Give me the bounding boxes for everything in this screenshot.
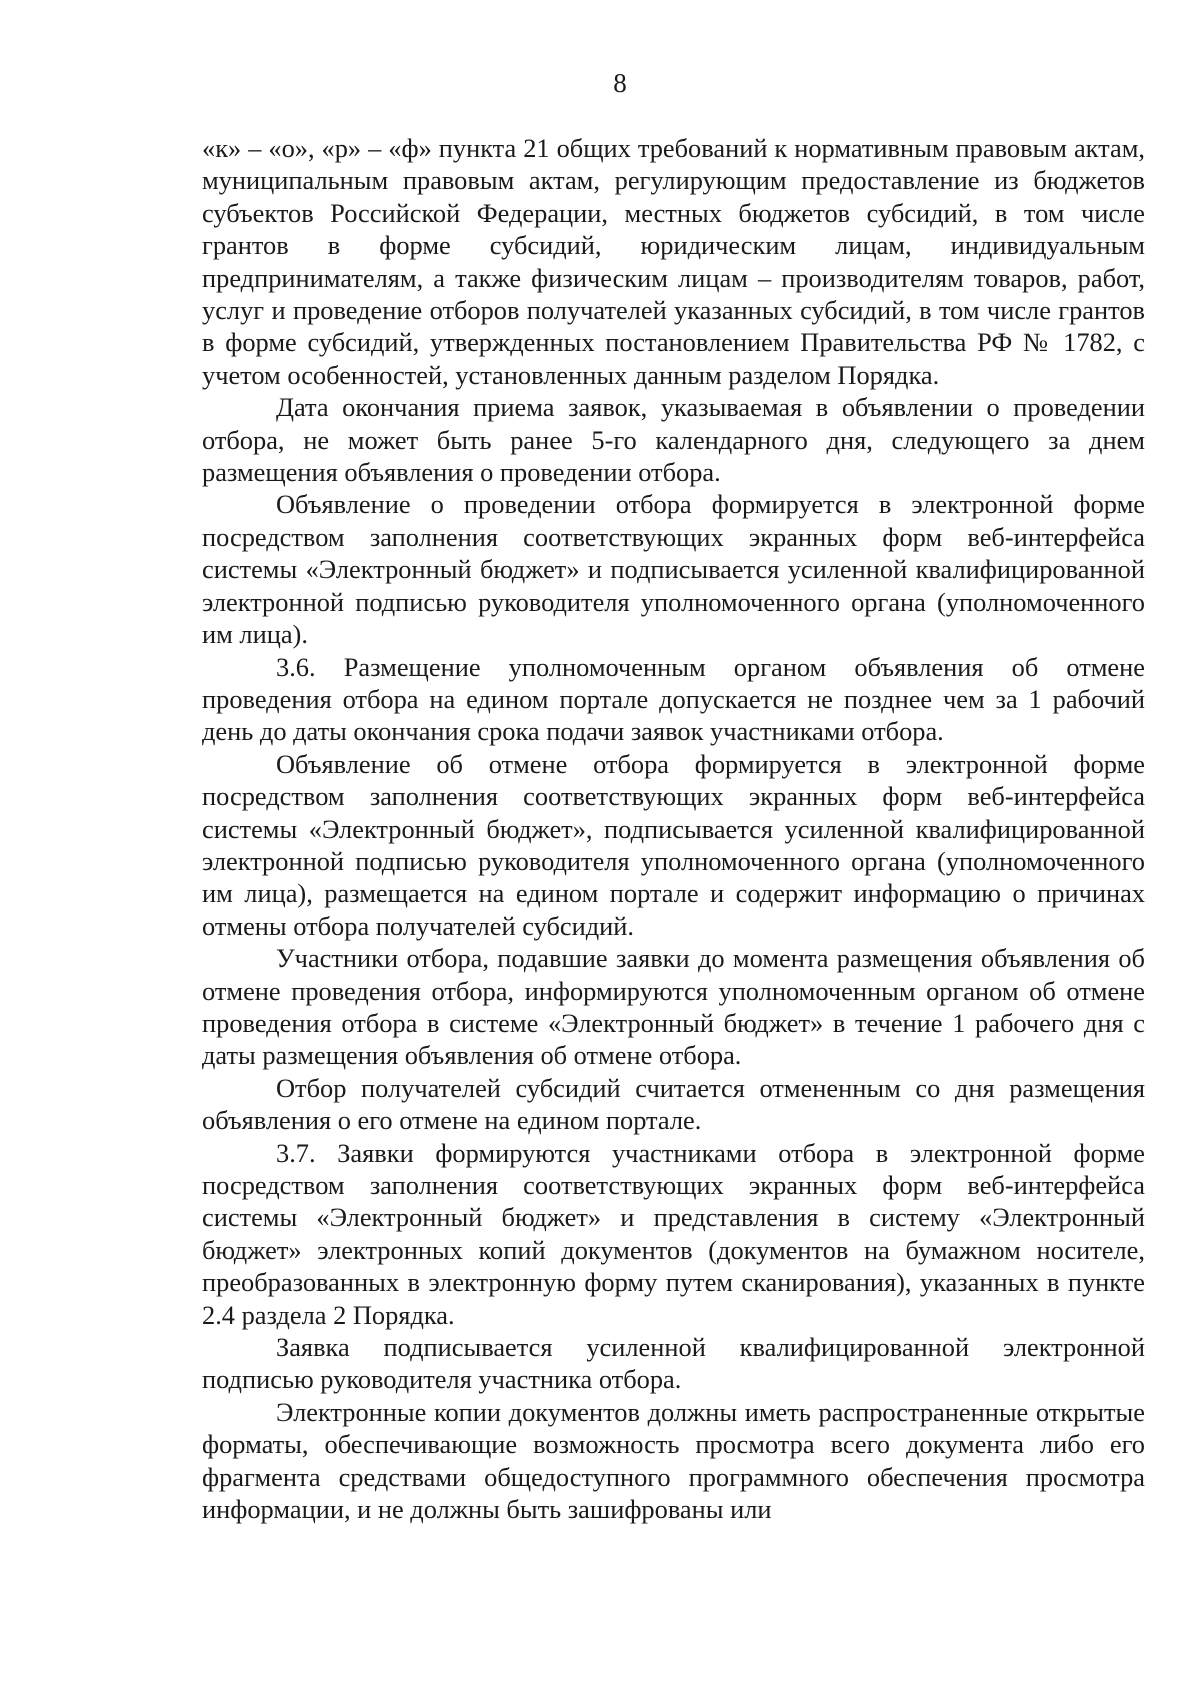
paragraph: «к» – «о», «р» – «ф» пункта 21 общих требований к нормативным правовым актам, муниципальным правовым актам, регулирующим предоставление из бюджетов субъектов Российской Федерации, местных бюджетов субсидий, в том числе грантов в форме субсидий, юридическим лицам, индивидуальным предпринимателям, а также физическим лицам – производителям товаров, работ, услуг и проведение отборов получателей указанных субсидий, в том числе грантов в форме субсидий, утвержденных постановлением Правительства РФ № 1782, с учетом особенностей, установленных данным разделом Порядка. [202, 133, 1145, 390]
paragraph: Объявление о проведении отбора формируется в электронной форме посредством заполнения соответствующих экранных форм веб-интерфейса системы «Электронный бюджет» и подписывается усиленной квалифицированной электронной подписью руководителя уполномоченного органа (уполномоченного им лица). [202, 489, 1145, 650]
paragraph: Участники отбора, подавшие заявки до момента размещения объявления об отмене проведения отбора, информируются уполномоченным органом об отмене проведения отбора в системе «Электронный бюджет» в течение 1 рабочего дня с даты размещения объявления об отмене отбора. [202, 943, 1145, 1071]
paragraph: Заявка подписывается усиленной квалифицированной электронной подписью руководителя участника отбора. [202, 1332, 1145, 1395]
paragraph: Электронные копии документов должны иметь распространенные открытые форматы, обеспечивающие возможность просмотра всего документа либо его фрагмента средствами общедоступного программного обеспечения просмотра информации, и не должны быть зашифрованы или [202, 1396, 1145, 1525]
paragraph: Объявление об отмене отбора формируется в электронной форме посредством заполнения соответствующих экранных форм веб-интерфейса системы «Электронный бюджет», подписывается усиленной квалифицированной электронной подписью руководителя уполномоченного органа (уполномоченного им лица), размещается на едином портале и содержит информацию о причинах отмены отбора получателей субсидий. [202, 748, 1145, 941]
paragraph: Дата окончания приема заявок, указываемая в объявлении о проведении отбора, не может быть ранее 5-го календарного дня, следующего за днем размещения объявления о проведении отбора. [202, 392, 1145, 488]
page-number: 8 [613, 68, 627, 98]
document-body [202, 132, 1145, 1525]
paragraph: 3.6. Размещение уполномоченным органом объявления об отмене проведения отбора на едином портале допускается не позднее чем за 1 рабочий день до даты окончания срока подачи заявок участниками отбора. [202, 651, 1145, 747]
paragraph: 3.7. Заявки формируются участниками отбора в электронной форме посредством заполнения соответствующих экранных форм веб-интерфейса системы «Электронный бюджет» и представления в систему «Электронный бюджет» электронных копий документов (документов на бумажном носителе, преобразованных в электронную форму путем сканирования), указанных в пункте 2.4 раздела 2 Порядка. [202, 1137, 1145, 1330]
paragraph: Отбор получателей субсидий считается отмененным со дня размещения объявления о его отмене на едином портале. [202, 1072, 1145, 1136]
